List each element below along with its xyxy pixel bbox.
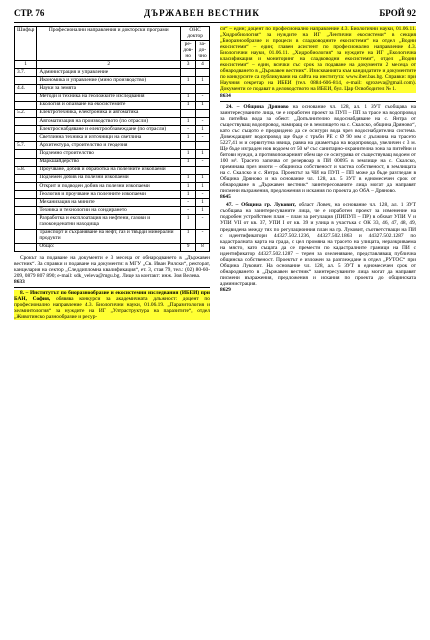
row-extramural: - [196,158,210,166]
table-head-regular: ре-дов-но [181,41,196,61]
table-row [15,126,210,134]
table-row [15,150,210,158]
row-regular: 1 [181,101,196,109]
row-regular [181,109,196,117]
ibei-notice [14,290,210,320]
table-head-extramural: за-до-чно [196,41,210,61]
row-regular: - [181,199,196,207]
row-code: 5.8. [15,166,37,174]
row-code [15,126,37,134]
row-program: Проучване, добив и обработка на полезните изкопаеми [37,166,181,174]
row-regular: - [181,126,196,134]
row-extramural: 1 [196,150,210,158]
row-code [15,215,37,229]
row-regular [181,166,196,174]
table-row [15,134,210,142]
row-extramural: - [196,191,210,199]
col-num: 1 [15,61,37,69]
notice-id: 8633 [14,278,25,285]
table-row [15,207,210,215]
row-program: Открит и подводен добив на полезни изкопаеми [37,182,181,190]
row-extramural: 1 [196,207,210,215]
table-row [15,117,210,125]
row-regular [181,85,196,93]
lukovit-notice-lead: 47. – Община гр. Луковит, [226,202,296,209]
row-extramural: - [196,215,210,229]
row-program: Механизация на мините [37,199,181,207]
row-program: Науки за земята [37,85,181,93]
row-code [15,182,37,190]
programs-table [14,26,210,252]
row-program: Администрация и управление [37,69,181,77]
row-regular: 1 [181,134,196,142]
row-program: Техника и технологии на сондирането [37,207,181,215]
table-row [15,69,210,77]
separator [220,101,416,102]
right-column [220,26,416,293]
row-program: Общо: [37,243,181,251]
table-row [15,158,210,166]
row-extramural: - [196,93,210,101]
row-code [15,229,37,243]
ibei-notice-continued: си“ – един; доцент по професионално направление 4.3. Биологични науки, 01.06.11. „Хидробиология“ за нуждите на ИГ „Лентични екосистеми“ в секция „Биоразнообразие и процеси в сладководните екосистеми“ на отдел „Водни екосистеми“ – един; главен асистент по професионално направление 4.3. Биологични науки, 01.06.11. „Хидробиология“ за нуждите на ИГ „Екологична класификация и мониторинг на сладководни екосистеми“, отдел „Водни екосистеми“ – един, всички със срок за подаване на документи 2 месеца от обнародването в „Държавен вестник“. Изискванията към кандидатите и документите по конкурсите са публикувани на сайта на института: www.iber.bas.bg. Справки: при Научния секретар на ИБЕИ (тел. 0884-606-814, e-mail: sgrozeva@gmail.com). Документи се подават в деловодството на ИБЕИ, бул. Цар Освободител № 1. [220,26,416,93]
table-row [15,93,210,101]
notice-id: 8634 [220,92,231,99]
separator [14,287,210,288]
col-num: 2 [37,61,181,69]
table-row [15,85,210,93]
table-row [15,229,210,243]
row-program: Екология и опазване на екосистемите [37,101,181,109]
table-row [15,191,210,199]
gazette-title: ДЪРЖАВЕН ВЕСТНИК [144,8,260,18]
row-extramural [196,166,210,174]
row-code: 4.4. [15,85,37,93]
table-row [15,142,210,150]
row-extramural [196,69,210,77]
row-code [15,199,37,207]
row-regular: 1 [181,215,196,229]
dryanovo-notice-lead: 24. – Община Дряново [226,103,289,110]
row-code [15,93,37,101]
row-program: Геология и проучване на полезните изкопаеми [37,191,181,199]
row-code [15,117,37,125]
row-regular: - [181,207,196,215]
table-row [15,174,210,182]
row-program: Светлинна техника и източници на светлина [37,134,181,142]
row-extramural: 1 [196,126,210,134]
row-regular: 1 [181,229,196,243]
table-head-ons: ОНС доктор [181,27,210,41]
row-regular: 1 [181,182,196,190]
row-program: Маркшайдерство [37,158,181,166]
row-code: 5.2. [15,109,37,117]
row-program: Автоматизация на производството (по отрасли) [37,117,181,125]
row-program: Икономика и управление (мино производство) [37,77,181,85]
row-extramural [196,109,210,117]
lukovit-notice [220,202,416,287]
table-head-program: Професионални направления и докторски програми [37,27,181,61]
row-extramural: 8 [196,243,210,251]
row-code [15,77,37,85]
row-regular: 1 [181,174,196,182]
table-row [15,199,210,207]
row-regular [181,69,196,77]
notice-id: 8629 [220,286,231,293]
notice-id: 8645 [220,194,231,201]
row-program: Електротехника, електроника и автоматика [37,109,181,117]
row-program: Електроснабдяване и електрообзавеждане (по отрасли) [37,126,181,134]
row-extramural: 1 [196,101,210,109]
table-row [15,109,210,117]
row-regular [181,142,196,150]
row-extramural: - [196,134,210,142]
row-code [15,134,37,142]
col-num: 4 [196,61,210,69]
left-column [14,26,210,320]
row-code [15,207,37,215]
header-rule [14,22,416,23]
row-program: Транспорт и съхраняване на нефт, газ и твърди минерални продукти [37,229,181,243]
row-extramural: 1 [196,182,210,190]
row-regular: 1 [181,93,196,101]
row-code [15,243,37,251]
table-row [15,77,210,85]
dryanovo-notice [220,104,416,195]
row-program: Архитектура, строителство и геодезия [37,142,181,150]
ibei-notice-text: обявява конкурси за академичната длъжност: доцент по професионално направление 4.3. Биологични науки, 01.06.19. „Паразитология и хелминтология“ за нуждите на ИГ „Ултраструктура на паразитите“, отдел „Животинско разнообразие и ресур- [14,295,210,321]
table-row [15,243,210,251]
row-extramural [196,142,210,150]
row-program: Подземно строителство [37,150,181,158]
row-extramural: 1 [196,174,210,182]
row-program: Разработка и експлоатация на нефтени, газови и газоконденатни находища [37,215,181,229]
row-extramural: - [196,229,210,243]
row-regular: 1 [181,158,196,166]
ibei-notice-lead: 8. – Институтът по биоразнообразие и екосистемни изследвания (ИБЕИ) при БАН, София, [14,289,210,302]
issue-number: БРОЙ 92 [379,8,416,18]
row-regular: 1 [181,150,196,158]
row-code [15,150,37,158]
row-extramural: 1 [196,77,210,85]
row-code [15,191,37,199]
row-code [15,158,37,166]
row-code: 3.7. [15,69,37,77]
row-code [15,174,37,182]
row-extramural: 1 [196,199,210,207]
row-extramural [196,85,210,93]
dryanovo-notice-text: на основание чл. 128, ал. 1 ЗУТ съобщава на заинтересуваните лица, че е изработен проект за ПУП – ПП за трасе на водопровод за питейна вода за обект: „Допълнително водоснабдяване на с. Янтра от съществуващ водопровод, намиращ се в землището на с. Скалско, община Дряново“, като със същото е предвидено да се осигури вода чрез водоснабдителна система. Довеждащият водопровод ще бъде с тръби PE с Ø 90 мм с дължина на трасето 5227,41 м и сервитутна ивица, равна на диаметъра на водопровода, увеличен с 3 м. Ще бъде изграден нов водоем от 50 м³ със санитарно-охранителна зона за питейни и битови нужди, а противопожарният обем ще се осигурява от съществуващ водоем от 100 м³. Трасето започва от резервоар в ПИ 00095 в землище на с. Скалско, преминава през имоти – общинска собственост и частна собственост, в землищата на с. Скалско и с. Янтра. Проектът за ЧИ на ПУП – ПП може да бъде разгледан в Община Дряново и на основание чл. 128, ал. 5 ЗУТ в едномесечен срок от обнародване в „Държавен вестник“ заинтересованите лица могат да направят писмени възражения, предложения и искания по проекта до ОбА – Дряново. [220,103,416,195]
row-extramural: - [196,117,210,125]
col-num: 3 [181,61,196,69]
row-code: 5.7. [15,142,37,150]
row-program: Методи и техника на геоложките изследвания [37,93,181,101]
table-head-code: Шифър [15,27,37,61]
deadline-paragraph: Срокът за подаване на документи е 3 месеца от обнародването в „Държавен вестник“. За справки и подаване на документи: в МГУ „Св. Иван Рилски“, ректорат, канцелария на сектор „Следдипломна квалификация“, ет. 3, стая 79, тел.: (02) 80-60-209, 0879 807 890; e-mail: sdk_veleva@mgu.bg. Лице за контакт: инж. Зоя Велева. [14,254,210,279]
row-regular: 9 [181,243,196,251]
row-code [15,101,37,109]
row-regular: 1 [181,191,196,199]
row-regular: 1 [181,117,196,125]
table-row [15,182,210,190]
row-regular: 1 [181,77,196,85]
table-row [15,215,210,229]
row-program: Подземен добив на полезни изкопаеми [37,174,181,182]
page-header [14,8,416,20]
table-row [15,101,210,109]
page-number: СТР. 76 [14,8,45,18]
lukovit-notice-text: област Ловеч, на основание чл. 128, ал. 1 ЗУТ съобщава на заинтересуваните лица, че е изработен проект за изменение на подробен устройствен план – план за регулация (ПИПУП – ПР) в обхват УПИ V и УПИ VII от кв. 37, УПИ I от кв. 39 и улица в участъка с ОК 33, 46, 47, 48, 49, предвидена между тях по регулационния план на гр. Луковит, съответстващи на ПИ с идентификатори 44327.502.1236, 44327.502.1863 и 44327.502.1287 по кадастралната карта на града, с цел промяна на трасето на улицата, неразкриваема на място, като същата да се премести по кадастралните граници на ПИ с идентификатор 44327.502.1287 – терен за озеленяване, представляващ публична общинска собственост. Проектът е изложен за разглеждане в отдел „РУТОС“ при Община Луковит. На основание чл. 128, ал. 5 ЗУТ в едномесечен срок от обнародването в „Държавен вестник“ заинтересуваните лица могат да направят писмени възражения, предложения и искания по проекта до общинската администрация. [220,202,416,287]
